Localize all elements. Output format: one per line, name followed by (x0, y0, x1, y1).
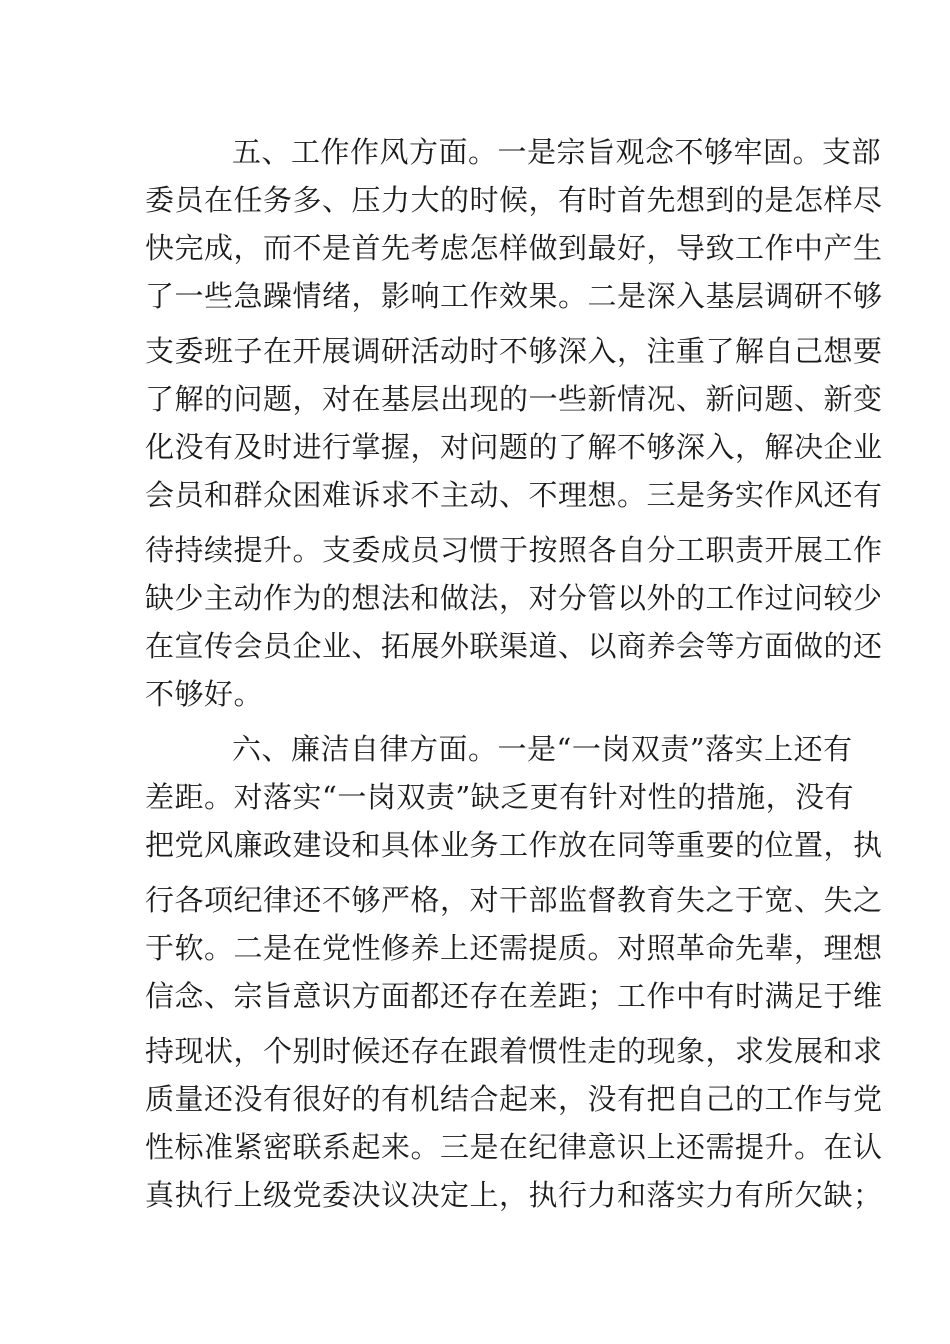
paragraph-line: 质量还没有很好的有机结合起来，没有把自己的工作与党 (145, 1082, 883, 1116)
paragraph-line: 会员和群众困难诉求不主动、不理想。三是务实作风还有 (145, 478, 883, 512)
paragraph-line: 在宣传会员企业、拓展外联渠道、以商养会等方面做的还 (145, 629, 883, 663)
paragraph-line: 五、工作作风方面。一是宗旨观念不够牢固。支部 (232, 135, 882, 169)
paragraph-line: 把党风廉政建设和具体业务工作放在同等重要的位置，执 (145, 828, 883, 862)
paragraph-line: 快完成，而不是首先考虑怎样做到最好，导致工作中产生 (145, 231, 883, 265)
paragraph-line: 行各项纪律还不够严格，对干部监督教育失之于宽、失之 (145, 883, 883, 917)
paragraph-line: 性标准紧密联系起来。三是在纪律意识上还需提升。在认 (145, 1130, 883, 1164)
paragraph-line: 信念、宗旨意识方面都还存在差距；工作中有时满足于维 (145, 979, 883, 1013)
paragraph-line: 持现状，个别时候还存在跟着惯性走的现象，求发展和求 (145, 1034, 883, 1068)
paragraph-line: 委员在任务多、压力大的时候，有时首先想到的是怎样尽 (145, 183, 883, 217)
paragraph-line: 了一些急躁情绪，影响工作效果。二是深入基层调研不够 (145, 279, 883, 313)
paragraph-line: 了解的问题，对在基层出现的一些新情况、新问题、新变 (145, 382, 883, 416)
paragraph-line: 不够好。 (145, 677, 264, 711)
paragraph-line: 化没有及时进行掌握，对问题的了解不够深入，解决企业 (145, 430, 883, 464)
paragraph-line: 支委班子在开展调研活动时不够深入，注重了解自己想要 (145, 334, 883, 368)
paragraph-line: 缺少主动作为的想法和做法，对分管以外的工作过问较少 (145, 581, 883, 615)
paragraph-line: 真执行上级党委决议决定上，执行力和落实力有所欠缺； (145, 1178, 883, 1212)
paragraph-line: 六、廉洁自律方面。一是“一岗双责”落实上还有 (232, 732, 853, 766)
paragraph-line: 待持续提升。支委成员习惯于按照各自分工职责开展工作 (145, 533, 883, 567)
paragraph-line: 差距。对落实“一岗双责”缺乏更有针对性的措施，没有 (145, 780, 855, 814)
paragraph-line: 于软。二是在党性修养上还需提质。对照革命先辈，理想 (145, 931, 883, 965)
